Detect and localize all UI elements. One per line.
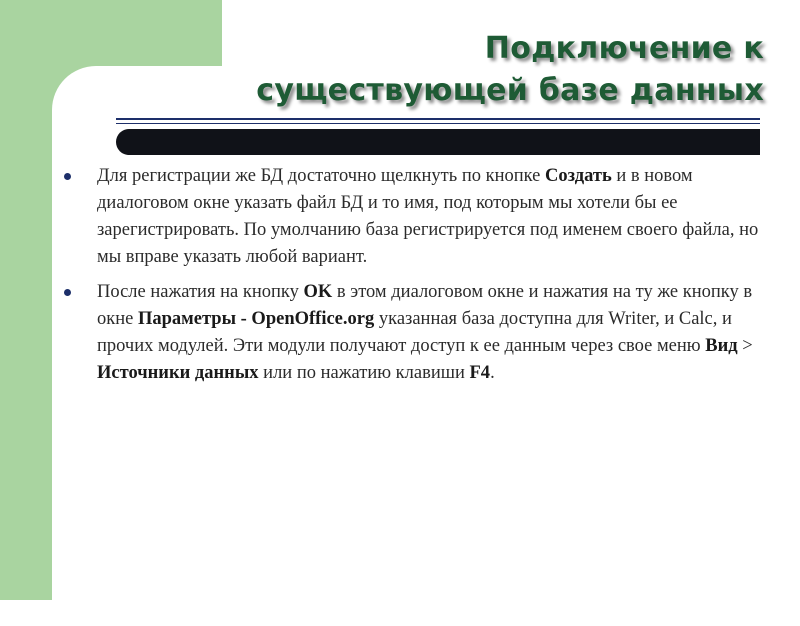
bullet-dot-icon: [64, 173, 71, 180]
bullet-emphasis: F4: [469, 363, 491, 383]
title-divider-line-secondary: [116, 123, 760, 124]
bullet-text: >: [737, 336, 753, 356]
slide-title: [204, 28, 764, 112]
bullet-text: и в новом диалоговом окне указать файл БД и то имя, под которым мы хотели бы ее зарегистрировать. По умолчанию база регистрируется под именем своего файла, но мы вправе указать любой вариант.: [97, 166, 759, 267]
bullet-emphasis: Источники данных: [97, 363, 259, 383]
bullet-text: После нажатия на кнопку: [97, 282, 304, 302]
bullet-emphasis: Вид: [705, 336, 738, 356]
bullet-emphasis: OK: [303, 282, 333, 302]
bullet-text: указанная база доступна для Writer, и Calc, и прочих модулей. Эти модули получают доступ к ее данным через свое меню: [97, 309, 732, 356]
title-divider-bar: [116, 129, 760, 155]
bullet-text: Для регистрации же БД достаточно щелкнуть по кнопке: [97, 166, 546, 186]
list-item: [64, 163, 774, 271]
bullet-text: или по нажатию клавиши: [258, 363, 470, 383]
bullet-dot-icon: [64, 289, 71, 296]
slide-title-line-2: существующей базе данных: [256, 73, 764, 108]
title-divider-line: [116, 118, 760, 120]
list-item: [64, 279, 774, 387]
bullet-emphasis: Параметры - OpenOffice.org: [137, 309, 375, 329]
bullet-emphasis: Создать: [545, 166, 612, 186]
slide-title-line-1: Подключение к: [484, 31, 764, 66]
bullet-list: [64, 163, 774, 395]
bullet-text: в этом диалоговом окне и нажатия на ту же кнопку в окне: [97, 282, 753, 329]
bullet-text: .: [490, 363, 495, 383]
